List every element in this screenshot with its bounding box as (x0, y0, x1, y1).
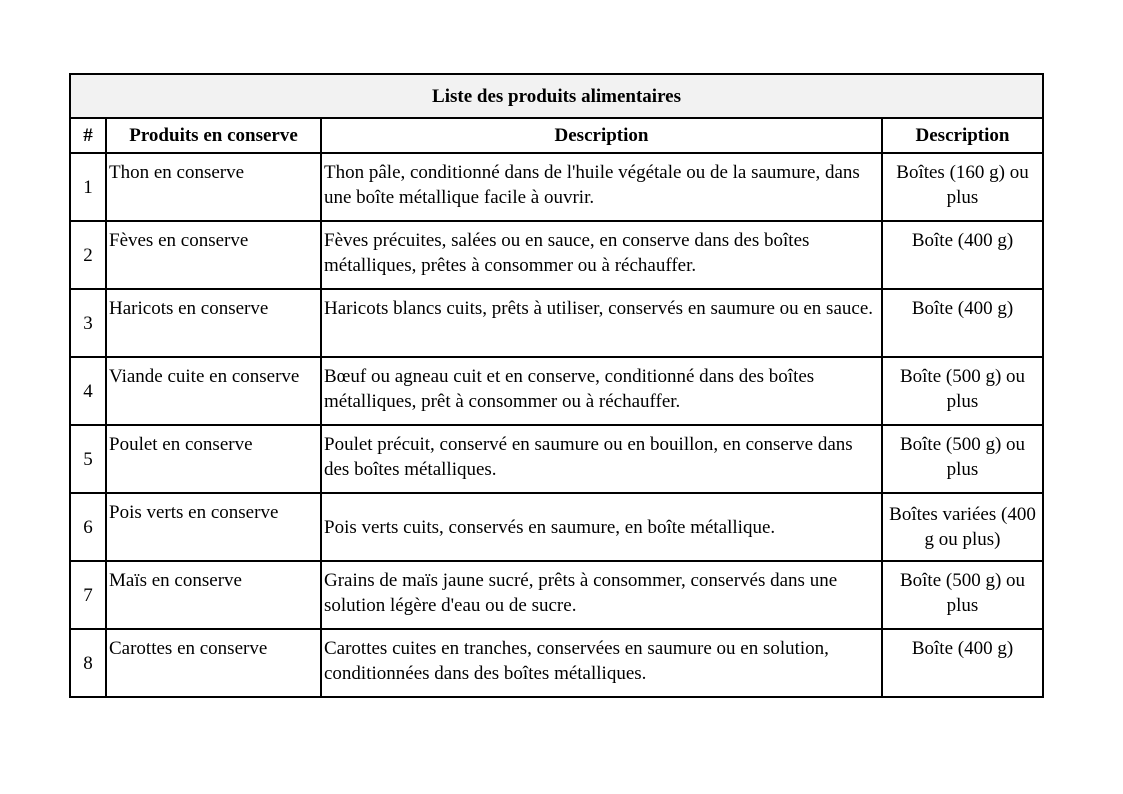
table-row (70, 221, 1043, 289)
row-number: 4 (70, 357, 106, 425)
header-number: # (70, 118, 106, 153)
row-number: 7 (70, 561, 106, 629)
row-packaging: Boîte (400 g) (882, 629, 1043, 697)
row-product: Viande cuite en conserve (106, 357, 321, 425)
row-packaging: Boîte (400 g) (882, 289, 1043, 357)
row-product: Thon en conserve (106, 153, 321, 221)
row-description: Pois verts cuits, conservés en saumure, en boîte métallique. (321, 493, 882, 561)
table-row (70, 153, 1043, 221)
row-number: 3 (70, 289, 106, 357)
header-product: Produits en conserve (106, 118, 321, 153)
row-packaging: Boîtes (160 g) ou plus (882, 153, 1043, 221)
table-row (70, 289, 1043, 357)
row-packaging: Boîtes variées (400 g ou plus) (882, 493, 1043, 561)
table-header-row (70, 118, 1043, 153)
row-product: Haricots en conserve (106, 289, 321, 357)
row-product: Fèves en conserve (106, 221, 321, 289)
row-description: Grains de maïs jaune sucré, prêts à consommer, conservés dans une solution légère d'eau ou de sucre. (321, 561, 882, 629)
header-description: Description (321, 118, 882, 153)
row-number: 5 (70, 425, 106, 493)
row-packaging: Boîte (500 g) ou plus (882, 425, 1043, 493)
row-packaging: Boîte (500 g) ou plus (882, 357, 1043, 425)
row-packaging: Boîte (500 g) ou plus (882, 561, 1043, 629)
table-row (70, 561, 1043, 629)
row-description: Fèves précuites, salées ou en sauce, en conserve dans des boîtes métalliques, prêtes à consommer ou à réchauffer. (321, 221, 882, 289)
header-packaging: Description (882, 118, 1043, 153)
row-product: Pois verts en conserve (106, 493, 321, 561)
table-row (70, 493, 1043, 561)
products-table (69, 73, 1044, 698)
table-title-row (70, 74, 1043, 118)
row-description: Carottes cuites en tranches, conservées en saumure ou en solution, conditionnées dans des boîtes métalliques. (321, 629, 882, 697)
table-row (70, 425, 1043, 493)
row-product: Maïs en conserve (106, 561, 321, 629)
row-number: 8 (70, 629, 106, 697)
row-packaging: Boîte (400 g) (882, 221, 1043, 289)
row-description: Haricots blancs cuits, prêts à utiliser, conservés en saumure ou en sauce. (321, 289, 882, 357)
row-product: Carottes en conserve (106, 629, 321, 697)
row-description: Poulet précuit, conservé en saumure ou en bouillon, en conserve dans des boîtes métalliques. (321, 425, 882, 493)
row-number: 6 (70, 493, 106, 561)
table-row (70, 629, 1043, 697)
table-title: Liste des produits alimentaires (70, 74, 1043, 118)
row-number: 2 (70, 221, 106, 289)
row-description: Bœuf ou agneau cuit et en conserve, conditionné dans des boîtes métalliques, prêt à consommer ou à réchauffer. (321, 357, 882, 425)
row-product: Poulet en conserve (106, 425, 321, 493)
row-number: 1 (70, 153, 106, 221)
row-description: Thon pâle, conditionné dans de l'huile végétale ou de la saumure, dans une boîte métallique facile à ouvrir. (321, 153, 882, 221)
table-row (70, 357, 1043, 425)
